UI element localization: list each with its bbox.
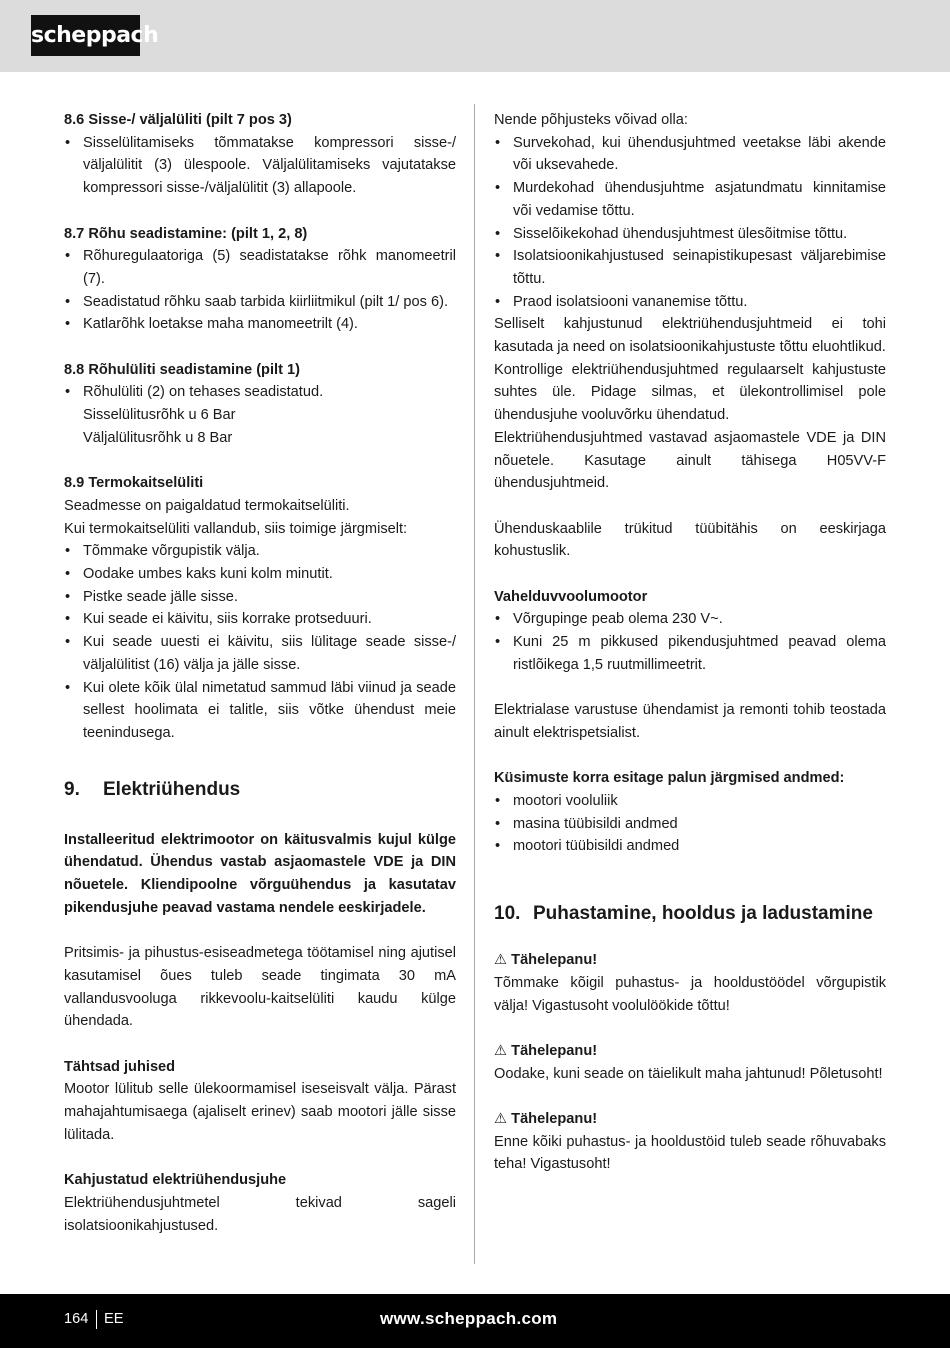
list-item: • Sisselülitamiseks tõmmatakse kompressori sisse-/ väljalülitit (3) ülespoole. Väljalülitamiseks vajutatakse kompressori sisse-/väljalülitit (3) allapoole. <box>64 132 456 200</box>
page-number: 164 <box>64 1311 89 1327</box>
page-footer <box>0 1294 950 1348</box>
section-number: 9. <box>64 778 80 800</box>
list-item: • Isolatsioonikahjustused seinapistikupesast väljarebimise tõttu. <box>494 245 886 290</box>
left-column <box>64 109 456 1237</box>
warning-triangle-icon: ⚠ <box>494 1042 508 1059</box>
ac-motor-list <box>494 608 886 676</box>
list-item: • Kui olete kõik ülal nimetatud sammud läbi viinud ja seade sellest hoolimata ei talitle, siis võtke ühendust meie teenindusega. <box>64 677 456 745</box>
footer-separator <box>96 1310 97 1329</box>
warning-text: Oodake, kuni seade on täielikult maha jahtunud! Põletusoht! <box>494 1065 883 1082</box>
section-9-intro: Installeeritud elektrimootor on käitusvalmis kujul külge ühendatud. Ühendus vastab asjaomastele VDE ja DIN nõuetele. Kliendipoolne võrguühendus ja kasutatav pikendusjuhe peavad vastama nendele eeskirjadele. <box>64 831 456 916</box>
language-code: EE <box>104 1311 124 1327</box>
section-8-8-heading: 8.8 Rõhulüliti seadistamine (pilt 1) <box>64 361 300 378</box>
section-8-6-heading: 8.6 Sisse-/ väljalüliti (pilt 7 pos 3) <box>64 112 292 128</box>
warning-text: Enne kõiki puhastus- ja hooldustöid tuleb seade rõhuvabaks teha! Vigastusoht! <box>494 1133 886 1173</box>
column-divider <box>474 104 475 1264</box>
list-item: • masina tüübisildi andmed <box>494 813 886 836</box>
damaged-cable-warning: Selliselt kahjustunud elektriühendusjuhtmeid ei tohi kasutada ja need on isolatsioonikahjustuste tõttu eluohtlikud. <box>494 316 886 356</box>
list-item: • Kui seade ei käivitu, siis korrake protseduuri. <box>64 608 456 631</box>
section-8-9-heading: 8.9 Termokaitselüliti <box>64 475 204 492</box>
list-item: • Oodake umbes kaks kuni kolm minutit. <box>64 563 456 586</box>
section-8-7-heading: 8.7 Rõhu seadistamine: (pilt 1, 2, 8) <box>64 225 308 242</box>
list-item: • Kui seade uuesti ei käivitu, siis lülitage seade sisse-/ väljalülitist (16) välja ja jälle sisse. <box>64 631 456 676</box>
section-8-8-list <box>64 381 456 449</box>
section-9-text: Pritsimis- ja pihustus-esiseadmetega töötamisel ning ajutisel kasutamisel õues tuleb seade tingimata 30 mA vallandusvooluga rikkevoolu-kaitselüliti kaudu külge ühendada. <box>64 945 456 1030</box>
list-item: • mootori vooluliik <box>494 790 886 813</box>
section-8-9-text: Seadmesse on paigaldatud termokaitselüliti. <box>64 497 350 514</box>
warning-text: Tõmmake kõigil puhastus- ja hooldustöödel võrgupistik välja! Vigastusoht voolulöökide tõttu! <box>494 974 886 1014</box>
cable-label-text: Ühenduskaablile trükitud tüübitähis on eeskirjaga kohustuslik. <box>494 520 886 560</box>
section-number: 10. <box>494 903 521 925</box>
list-item: • Seadistatud rõhku saab tarbida kiirliitmikul (pilt 1/ pos 6). <box>64 291 456 314</box>
warning-triangle-icon: ⚠ <box>494 1111 508 1128</box>
query-list <box>494 790 886 858</box>
section-10-heading <box>494 903 886 925</box>
switch-on-pressure: Sisselülitusrõhk u 6 Bar <box>83 407 236 424</box>
section-title: Elektriühendus <box>103 778 241 800</box>
list-item: • Praod isolatsiooni vananemise tõttu. <box>494 291 886 314</box>
list-item: • Rõhuregulaatoriga (5) seadistatakse rõhk manomeetril (7). <box>64 245 456 290</box>
warning-triangle-icon: ⚠ <box>494 952 508 969</box>
warning-heading: ⚠ Tähelepanu! <box>494 952 598 969</box>
list-item: • Survekohad, kui ühendusjuhtmed veetakse läbi akende või uksevahede. <box>494 132 886 177</box>
section-8-9-list <box>64 540 456 744</box>
damaged-cable-text: Elektriühendusjuhtmetel tekivad sageli isolatsioonikahjustused. <box>64 1194 456 1234</box>
list-item: • Pistke seade jälle sisse. <box>64 586 456 609</box>
list-item: • Tõmmake võrgupistik välja. <box>64 540 456 563</box>
damaged-cable-heading: Kahjustatud elektriühendusjuhe <box>64 1172 287 1189</box>
scheppach-logo: scheppach <box>31 15 140 56</box>
right-column <box>494 109 886 1176</box>
section-title: Puhastamine, hooldus ja ladustamine <box>533 903 873 925</box>
section-9-heading <box>64 779 456 801</box>
list-item: • Rõhulüliti (2) on tehases seadistatud. <box>64 381 456 404</box>
specialist-text: Elektrialase varustuse ühendamist ja remonti tohib teostada ainult elektrispetsialist. <box>494 702 886 741</box>
section-8-9-text: Kui termokaitselüliti vallandub, siis toimige järgmiselt: <box>64 520 408 537</box>
switch-off-pressure: Väljalülitusrõhk u 8 Bar <box>83 429 233 446</box>
warning-heading: ⚠ Tähelepanu! <box>494 1111 598 1128</box>
ac-motor-heading: Vahelduvvoolumootor <box>494 588 648 605</box>
query-heading: Küsimuste korra esitage palun järgmised andmed: <box>494 770 845 787</box>
causes-list <box>494 132 886 314</box>
list-item: • Murdekohad ühendusjuhtme asjatundmatu kinnitamise või vedamise tõttu. <box>494 177 886 222</box>
cable-conformity-text: Elektriühendusjuhtmed vastavad asjaomastele VDE ja DIN nõuetele. Kasutage ainult tähisega H05VV-F ühendusjuhtmeid. <box>494 429 886 492</box>
important-notes-heading: Tähtsad juhised <box>64 1058 176 1075</box>
important-notes-text: Mootor lülitub selle ülekoormamisel iseseisvalt välja. Pärast mahajahtumisaega (ajaliselt erinev) saab mootori jälle sisse lülitada. <box>64 1081 456 1143</box>
list-item: • Kuni 25 m pikkused pikendusjuhtmed peavad olema ristlõikega 1,5 ruutmillimeetrit. <box>494 631 886 676</box>
section-8-6-list <box>64 132 456 200</box>
check-cable-text: Kontrollige elektriühendusjuhtmed regulaarselt kahjustuste suhtes üle. Pidage silmas, et ülekontrollimisel pole ühendusjuhe vooluvõrku ühendatud. <box>494 361 886 424</box>
page-header <box>0 0 950 72</box>
list-item: • Katlarõhk loetakse maha manomeetrilt (4). <box>64 313 456 336</box>
list-item: • Sisselõikekohad ühendusjuhtmest ülesõitmise tõttu. <box>494 223 886 246</box>
warning-heading: ⚠ Tähelepanu! <box>494 1042 598 1059</box>
section-8-7-list <box>64 245 456 336</box>
causes-intro: Nende põhjusteks võivad olla: <box>494 112 688 128</box>
list-item: • mootori tüübisildi andmed <box>494 835 886 858</box>
list-item: • Võrgupinge peab olema 230 V~. <box>494 608 886 631</box>
website-link[interactable]: www.scheppach.com <box>380 1309 558 1328</box>
